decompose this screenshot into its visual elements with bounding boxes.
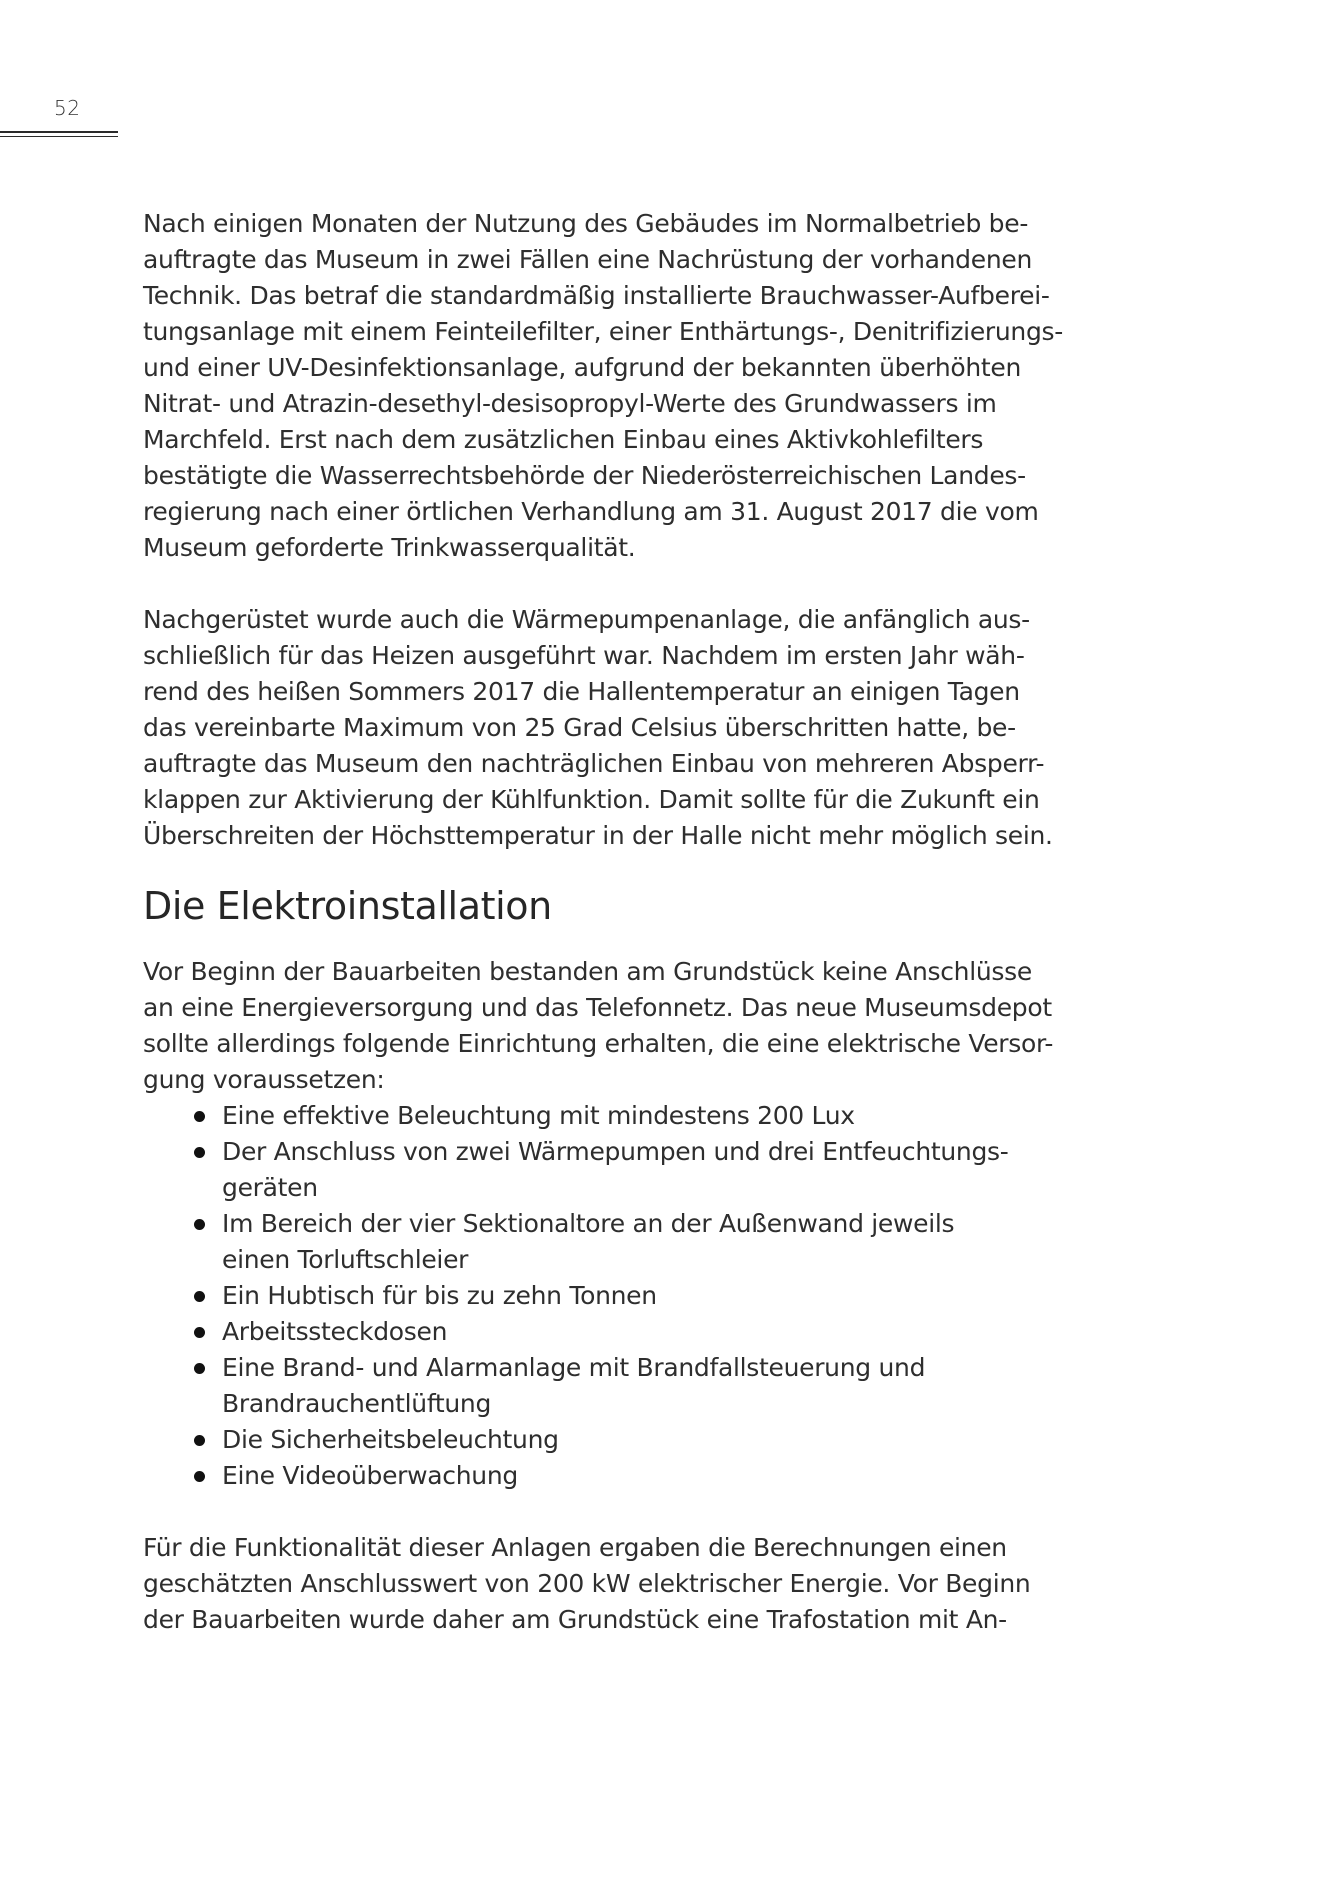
text-line: regierung nach einer örtlichen Verhandlung am 31. August 2017 die vom: [143, 497, 1039, 526]
text-line: Für die Funktionalität dieser Anlagen ergaben die Berechnungen einen: [143, 1533, 1007, 1562]
text-line: das vereinbarte Maximum von 25 Grad Celsius überschritten hatte, be-: [143, 713, 1016, 742]
text-line: gung voraussetzen:: [143, 1065, 385, 1094]
bullet-icon: [194, 1435, 205, 1446]
paragraph-power-calculation: [143, 1530, 1043, 1638]
text-line: Nachgerüstet wurde auch die Wärmepumpenanlage, die anfänglich aus-: [143, 605, 1030, 634]
list-item: [143, 1350, 1043, 1422]
text-line: geschätzten Anschlusswert von 200 kW elektrischer Energie. Vor Beginn: [143, 1569, 1031, 1598]
paragraph-heat-pump: [143, 602, 1053, 854]
list-item-text: Im Bereich der vier Sektionaltore an der Außenwand jeweils: [222, 1209, 955, 1238]
text-line: Vor Beginn der Bauarbeiten bestanden am Grundstück keine Anschlüsse: [143, 957, 1032, 986]
list-item-text: Eine effektive Beleuchtung mit mindestens 200 Lux: [222, 1101, 855, 1130]
text-line: rend des heißen Sommers 2017 die Hallentemperatur an einigen Tagen: [143, 677, 1020, 706]
text-line: sollte allerdings folgende Einrichtung erhalten, die eine elektrische Versor-: [143, 1029, 1054, 1058]
text-line: Museum geforderte Trinkwasserqualität.: [143, 533, 636, 562]
list-item: [143, 1098, 1043, 1134]
list-item-text: Ein Hubtisch für bis zu zehn Tonnen: [222, 1281, 657, 1310]
list-item-text: Eine Brand- und Alarmanlage mit Brandfallsteuerung und: [222, 1353, 926, 1382]
header-rule-thick: [0, 131, 118, 133]
list-item: [143, 1458, 1043, 1494]
list-item: [143, 1206, 1043, 1278]
text-line: Marchfeld. Erst nach dem zusätzlichen Einbau eines Aktivkohlefilters: [143, 425, 984, 454]
text-line: bestätigte die Wasserrechtsbehörde der Niederösterreichischen Landes-: [143, 461, 1026, 490]
list-item-text: Eine Videoüberwachung: [222, 1461, 518, 1490]
section-heading: Die Elektroinstallation: [143, 884, 552, 928]
list-item-text: Brandrauchentlüftung: [222, 1389, 492, 1418]
text-line: klappen zur Aktivierung der Kühlfunktion. Damit sollte für die Zukunft ein: [143, 785, 1040, 814]
list-item: [143, 1314, 1043, 1350]
text-line: Technik. Das betraf die standardmäßig installierte Brauchwasser-Aufberei-: [143, 281, 1050, 310]
list-item-text: Der Anschluss von zwei Wärmepumpen und drei Entfeuchtungs-: [222, 1137, 1009, 1166]
list-item: [143, 1422, 1043, 1458]
list-item: [143, 1134, 1043, 1206]
list-item-text: Die Sicherheitsbeleuchtung: [222, 1425, 559, 1454]
text-line: Überschreiten der Höchsttemperatur in der Halle nicht mehr möglich sein.: [143, 821, 1053, 850]
list-item-text: Arbeitssteckdosen: [222, 1317, 448, 1346]
paragraph-electrical-intro: [143, 954, 1054, 1098]
bullet-icon: [194, 1471, 205, 1482]
text-line: auftragte das Museum den nachträglichen Einbau von mehreren Absperr-: [143, 749, 1045, 778]
requirements-list: [143, 1098, 1043, 1494]
paragraph-spacer: [143, 1494, 1043, 1530]
bullet-icon: [194, 1111, 205, 1122]
text-line: Nach einigen Monaten der Nutzung des Gebäudes im Normalbetrieb be-: [143, 209, 1029, 238]
text-line: auftragte das Museum in zwei Fällen eine Nachrüstung der vorhandenen: [143, 245, 1033, 274]
page-content: [143, 206, 1063, 1638]
list-item: [143, 1278, 1043, 1314]
text-line: der Bauarbeiten wurde daher am Grundstück eine Trafostation mit An-: [143, 1605, 1007, 1634]
bullet-icon: [194, 1291, 205, 1302]
list-item-text: einen Torluftschleier: [222, 1245, 469, 1274]
list-item-text: geräten: [222, 1173, 318, 1202]
text-line: und einer UV-Desinfektionsanlage, aufgrund der bekannten überhöhten: [143, 353, 1022, 382]
text-line: tungsanlage mit einem Feinteilefilter, einer Enthärtungs-, Denitrifizierungs-: [143, 317, 1063, 346]
bullet-icon: [194, 1327, 205, 1338]
bullet-icon: [194, 1147, 205, 1158]
paragraph-water-treatment: [143, 206, 1063, 566]
text-line: schließlich für das Heizen ausgeführt war. Nachdem im ersten Jahr wäh-: [143, 641, 1025, 670]
bullet-icon: [194, 1363, 205, 1374]
paragraph-spacer: [143, 566, 1043, 602]
header-rule-thin: [0, 136, 118, 137]
bullet-icon: [194, 1219, 205, 1230]
page-number: 52: [54, 96, 81, 120]
text-line: an eine Energieversorgung und das Telefonnetz. Das neue Museumsdepot: [143, 993, 1052, 1022]
text-line: Nitrat- und Atrazin-desethyl-desisopropyl-Werte des Grundwassers im: [143, 389, 997, 418]
